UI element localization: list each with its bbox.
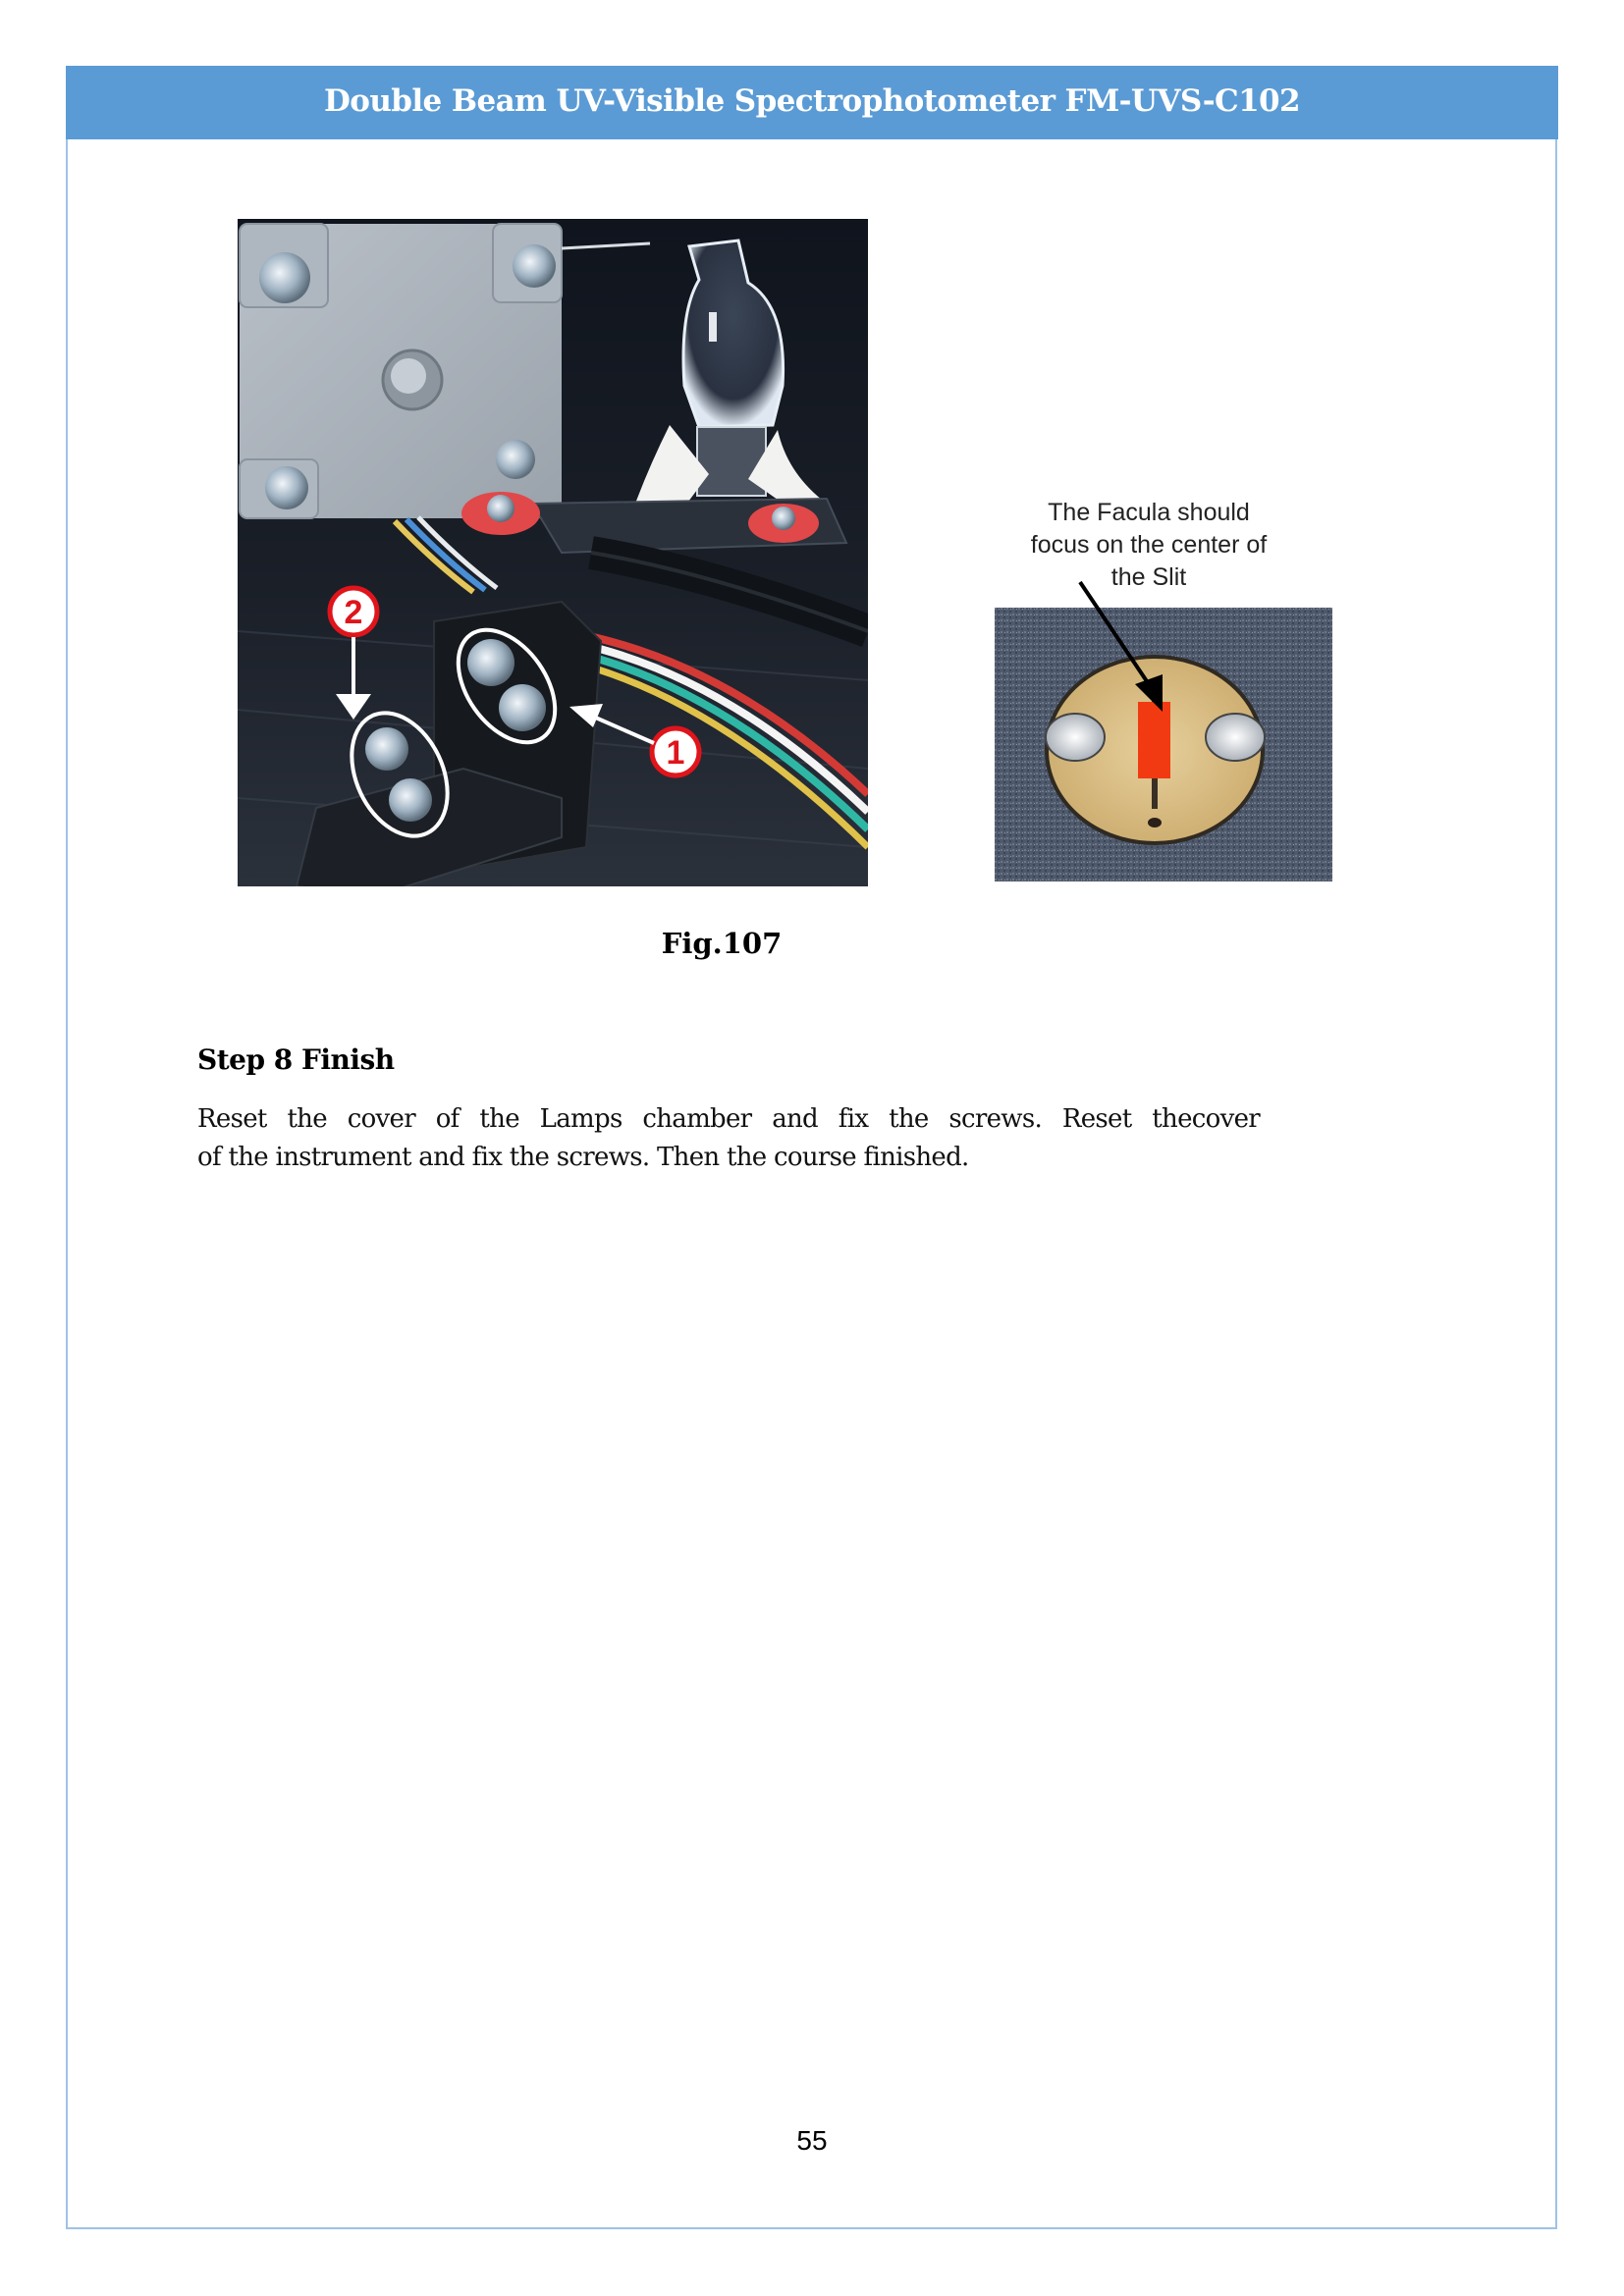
page-number: 55: [796, 2125, 828, 2156]
step-body: [197, 1100, 1268, 1177]
step-body-line-2: of the instrument and fix the screws. Then the course finished.: [197, 1143, 969, 1172]
document-title: Double Beam UV-Visible Spectrophotometer FM-UVS-C102: [323, 82, 1300, 119]
step-heading: Step 8 Finish: [197, 1043, 395, 1076]
header-banner: [66, 66, 1558, 139]
svg-text:1: 1: [666, 734, 685, 772]
facula-label-line-2: focus on the center of: [1030, 531, 1268, 559]
lamp-chamber-photo: [238, 219, 868, 886]
step-body-line-1: Reset the cover of the Lamps chamber and fix the screws. Reset thecover: [197, 1104, 1260, 1134]
svg-text:2: 2: [344, 594, 363, 631]
figure-caption: Fig.107: [661, 927, 783, 960]
facula-label-line-3: the Slit: [1110, 563, 1187, 591]
arrow-icon: [1060, 574, 1178, 731]
facula-label-line-1: The Facula should: [1048, 499, 1250, 526]
